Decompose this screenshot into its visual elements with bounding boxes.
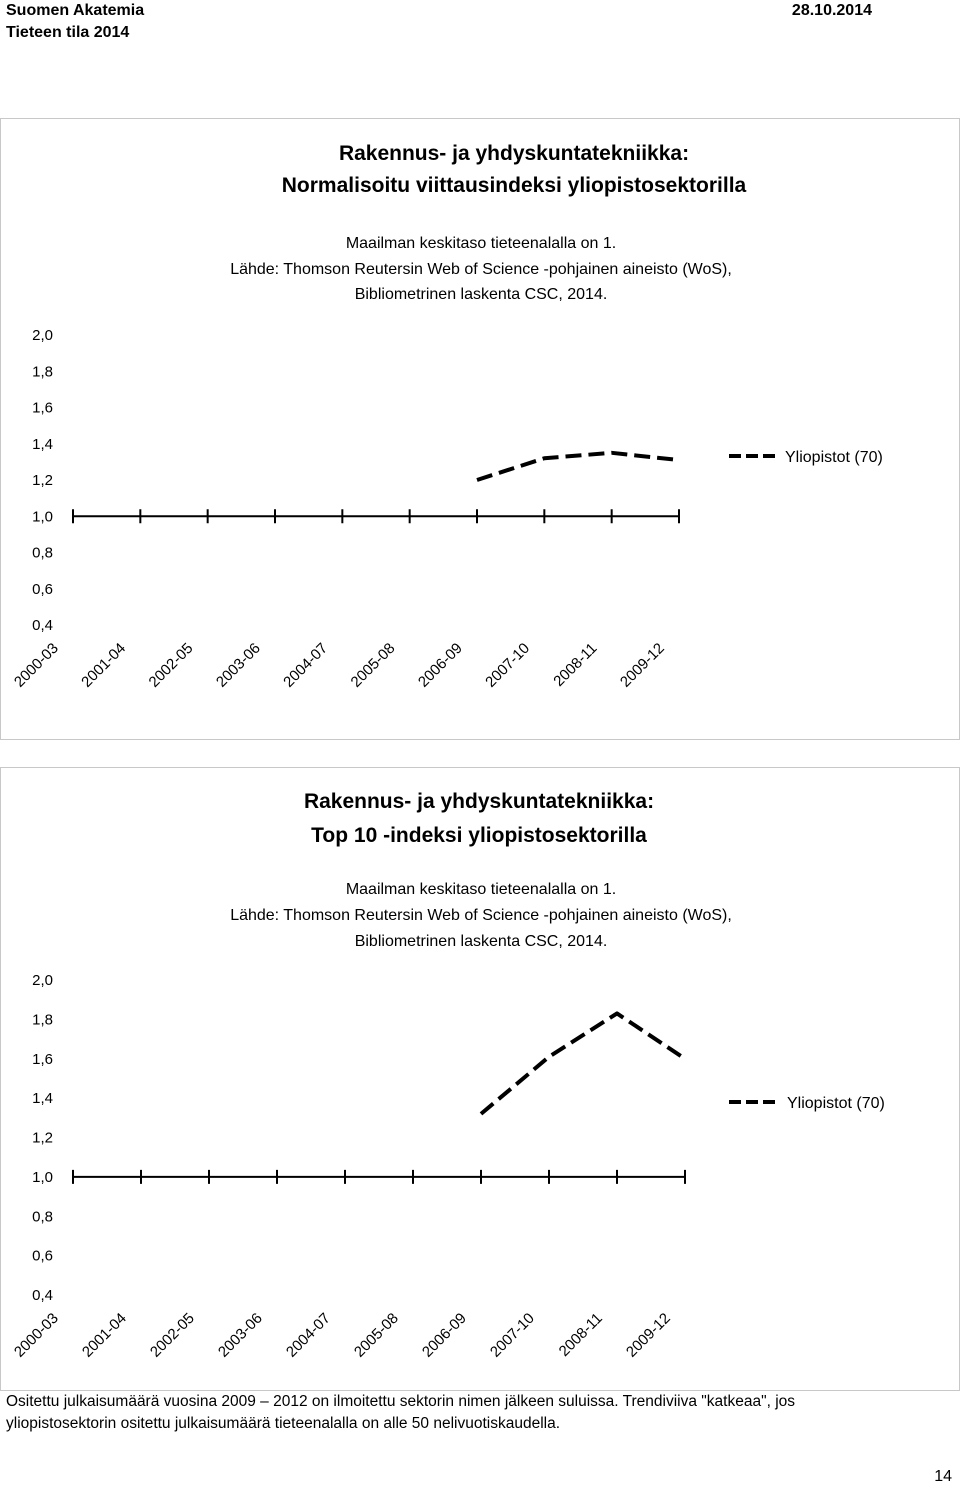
chart-1-svg — [1, 119, 959, 739]
chart-normalized-citation-index — [0, 118, 960, 740]
footnote — [6, 1391, 956, 1435]
chart-note-line-1: Maailman keskitaso tieteenalalla on 1. — [345, 235, 617, 252]
x-tick-label: 2008-11 — [555, 1309, 606, 1360]
series-line-1 — [477, 453, 679, 480]
x-tick-label: 2001-04 — [78, 1309, 130, 1361]
chart-title-line-1: Rakennus- ja yhdyskuntatekniikka: — [303, 790, 655, 813]
footnote-line-2: yliopistosektorin ositettu julkaisumäärä tieteenalalla on alle 50 nelivuotiskaudella. — [6, 1415, 561, 1432]
y-tick-label: 1,8 — [32, 363, 53, 381]
page-number: 14 — [934, 1468, 952, 1485]
x-tick-label: 2003-06 — [212, 639, 264, 691]
document-header — [6, 0, 144, 44]
x-tick-label: 2009-12 — [622, 1309, 674, 1361]
x-tick-label: 2000-03 — [10, 1309, 62, 1361]
x-tick-label: 2008-11 — [550, 639, 601, 690]
y-tick-label: 0,8 — [32, 544, 53, 562]
y-tick-label: 1,2 — [32, 472, 53, 489]
chart-note-line-3: Bibliometrinen laskenta CSC, 2014. — [354, 933, 608, 950]
header-date: 28.10.2014 — [791, 2, 872, 19]
x-tick-label: 2001-04 — [78, 639, 130, 691]
chart-note-line-3: Bibliometrinen laskenta CSC, 2014. — [354, 286, 608, 303]
x-tick-label: 2004-07 — [282, 1309, 334, 1361]
chart-note-line-1: Maailman keskitaso tieteenalalla on 1. — [345, 881, 617, 898]
report-title: Tieteen tila 2014 — [6, 24, 130, 41]
y-tick-label: 2,0 — [32, 972, 53, 989]
chart-top10-index — [0, 767, 960, 1391]
chart-2-svg — [1, 768, 959, 1390]
x-tick-label: 2005-08 — [347, 639, 399, 691]
x-tick-label: 2005-08 — [350, 1309, 402, 1361]
y-tick-label: 1,2 — [32, 1129, 53, 1147]
x-tick-label: 2006-09 — [418, 1309, 470, 1361]
y-tick-label: 1,0 — [32, 508, 53, 526]
y-tick-label: 0,8 — [32, 1208, 53, 1226]
y-tick-label: 1,8 — [32, 1011, 53, 1029]
chart-note-line-2: Lähde: Thomson Reutersin Web of Science -pohjainen aineisto (WoS), — [230, 907, 732, 924]
y-tick-label: 1,0 — [32, 1168, 53, 1186]
x-tick-label: 2002-05 — [145, 639, 197, 691]
y-tick-label: 0,4 — [32, 1287, 53, 1304]
chart-title-line-2: Top 10 -indeksi yliopistosektorilla — [311, 824, 647, 847]
y-tick-label: 1,6 — [32, 1050, 53, 1068]
legend-label: Yliopistot (70) — [787, 1095, 885, 1112]
y-tick-label: 0,4 — [32, 617, 53, 634]
y-tick-label: 0,6 — [32, 1247, 53, 1265]
chart-title-line-1: Rakennus- ja yhdyskuntatekniikka: — [338, 142, 690, 165]
y-tick-label: 1,6 — [32, 399, 53, 417]
x-tick-label: 2002-05 — [146, 1309, 198, 1361]
x-tick-label: 2009-12 — [616, 639, 668, 691]
y-tick-label: 1,4 — [32, 435, 53, 453]
y-tick-label: 2,0 — [32, 327, 53, 344]
legend-label: Yliopistot (70) — [785, 449, 883, 466]
x-tick-label: 2007-10 — [486, 1309, 538, 1361]
x-tick-label: 2007-10 — [482, 639, 534, 691]
y-tick-label: 1,4 — [32, 1090, 53, 1108]
series-line-1 — [481, 1013, 685, 1113]
x-tick-label: 2006-09 — [414, 639, 466, 691]
chart-note-line-2: Lähde: Thomson Reutersin Web of Science -pohjainen aineisto (WoS), — [230, 261, 732, 278]
organization-name: Suomen Akatemia — [6, 2, 145, 19]
chart-title-line-2: Normalisoitu viittausindeksi yliopistosektorilla — [281, 174, 747, 197]
x-tick-label: 2004-07 — [280, 639, 332, 691]
x-tick-label: 2000-03 — [10, 639, 62, 691]
y-tick-label: 0,6 — [32, 580, 53, 598]
x-tick-label: 2003-06 — [214, 1309, 266, 1361]
footnote-line-1: Ositettu julkaisumäärä vuosina 2009 – 2012 on ilmoitettu sektorin nimen jälkeen suluissa. Trendiviiva "katkeaa", jos — [6, 1393, 796, 1410]
